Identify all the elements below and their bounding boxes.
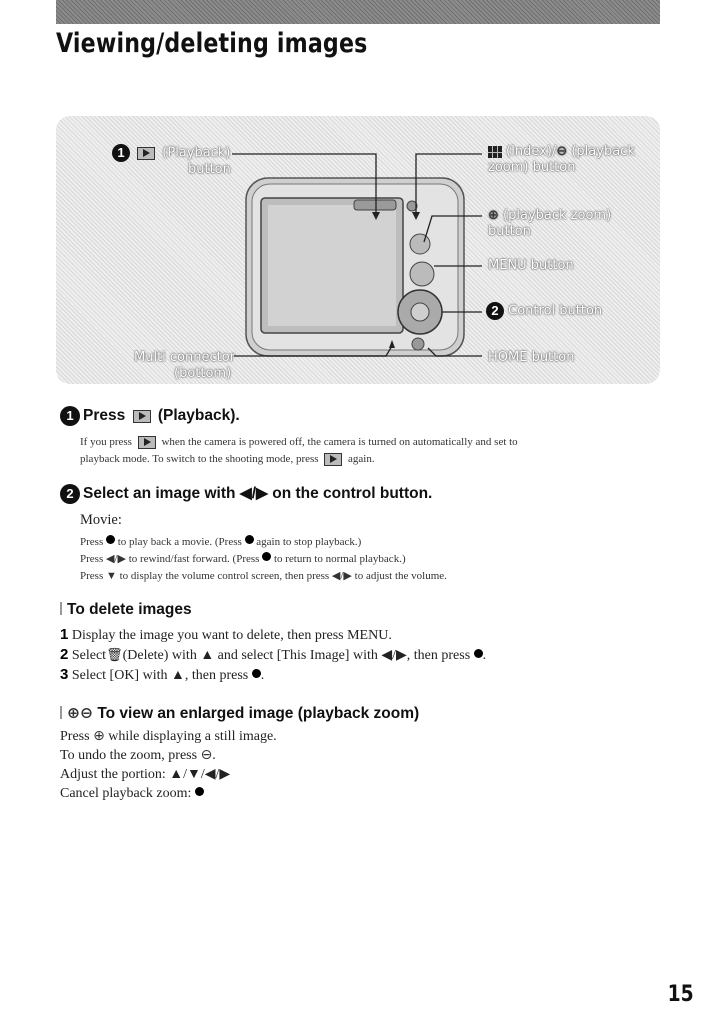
step-2-marker: 2 [486, 302, 504, 320]
callout-control-button: 2 Control button [486, 302, 602, 320]
movie-instructions: Press to play back a movie. (Press again to stop playback.) Press ◀/▶ to rewind/fast forward. (Press to return to normal playback.) Press ▼ to display the volume control screen, then press ◀/▶ to adjust the volume. [80, 536, 447, 582]
zoom-out-icon: ⊖ [80, 704, 93, 722]
step-2-bullet: 2 [60, 484, 80, 504]
zoom-instructions: Press ⊕ while displaying a still image. To undo the zoom, press ⊖. Adjust the portion: ▲/▼/◀/▶ Cancel playback zoom: [60, 728, 277, 801]
playback-icon [133, 410, 151, 423]
heading-bar [60, 602, 62, 615]
index-icon [488, 146, 502, 158]
callout-playback-button: 1 (Playback) button [112, 144, 231, 178]
page-title: Viewing/deleting images [56, 28, 368, 59]
heading-bar [60, 706, 62, 719]
playback-icon [324, 453, 342, 466]
zoom-heading: ⊕⊖ To view an enlarged image (playback zoom) [60, 704, 419, 723]
trash-icon: 🗑 [106, 648, 123, 663]
callout-home-button: HOME button [488, 350, 575, 365]
camera-illustration [56, 116, 660, 384]
center-button-icon [245, 535, 254, 544]
camera-body [246, 178, 464, 356]
movie-subheading: Movie: [80, 512, 122, 528]
zoom-in-icon: ⊕ [488, 208, 499, 223]
center-button-icon [106, 535, 115, 544]
callout-menu-button: MENU button [488, 258, 574, 273]
page-number: 15 [667, 982, 694, 1007]
callout-multi-connector: Multi connector (bottom) [134, 350, 236, 381]
section-1-body: If you press when the camera is powered off, the camera is turned on automatically and set to playback mode. To switch to the shooting mode, press again. [80, 436, 518, 465]
delete-heading: To delete images [60, 601, 192, 619]
center-button-icon [474, 649, 483, 658]
playback-icon [137, 147, 155, 160]
zoom-in-icon: ⊕ [67, 704, 80, 722]
playback-icon [138, 436, 156, 449]
zoom-in-icon: ⊕ [93, 728, 105, 744]
zoom-out-icon: ⊖ [200, 747, 213, 763]
center-button-icon [252, 669, 261, 678]
center-button-icon [262, 552, 271, 561]
section-2-heading: 2 Select an image with ◀/▶ on the control button. [60, 484, 432, 504]
callout-playback-zoom-button: ⊕ (playback zoom) button [488, 208, 612, 239]
delete-steps: 1 Display the image you want to delete, then press MENU. 2 Select🗑(Delete) with ▲ and select [This Image] with ◀/▶, then press . 3 Select [OK] with ▲, then press . [60, 626, 487, 683]
callout-index-zoom-button: (Index)/⊖ (playback zoom) button [488, 144, 635, 175]
center-button-icon [195, 787, 204, 796]
step-1-marker: 1 [112, 144, 130, 162]
section-1-heading: 1 Press (Playback). [60, 406, 240, 426]
zoom-out-icon: ⊖ [556, 144, 568, 159]
step-1-bullet: 1 [60, 406, 80, 426]
header-bar [56, 0, 660, 24]
